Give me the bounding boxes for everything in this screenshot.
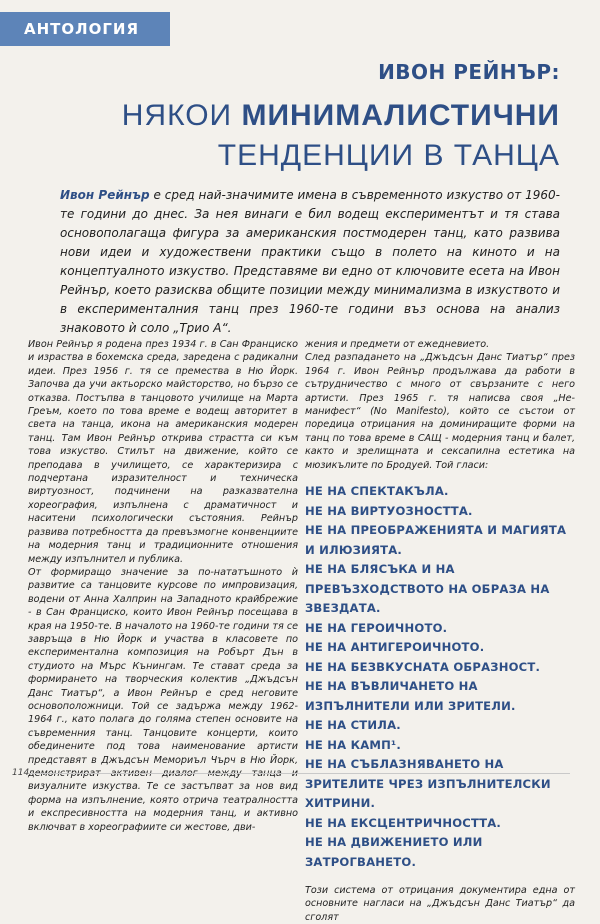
left-column [28,338,298,834]
manifesto-item: НЕ НА КАМП¹. [305,737,401,752]
manifesto-item: НЕ НА ЕКСЦЕНТРИЧНОСТТА. [305,815,501,830]
intro-text: е сред най-значимите имена в съвременното изкуство от 1960-те години до днес. За нея винаги е бил водещ експериментът и тя става основополагаща фигура за американския постмодерен танц, като развива нови идеи и художествени практики също в полето на киното и на концептуалното изкуство. Представяме ви едно от ключовите есета на Ивон Рейнър, което разисква общите позиции между минимализма в изкуството и в експерименталния танц през 1960-те години въз основа на анализ знаковото ѝ соло „Трио А“. [60,188,560,335]
right-paragraph-2: След разпадането на „Джъдсън Данс Тиатър“ през 1964 г. Ивон Рейнър продължава да работи в сътрудничество с много от свързаните с него артисти. През 1965 г. тя написва своя „Не-манифест“ (No Manifesto), който се състои от поредица отрицания на доминиращите форми на танц по това време в САЩ - модерния танц и балет, както и зрелищната и сексапилна естетика на мюзикълите по Бродуей. Той гласи: [305,352,575,471]
manifesto-item: НЕ НА БЛЯСЪКА И НА ПРЕВЪЗХОДСТВОТО НА ОБРАЗА НА ЗВЕЗДАТА. [305,562,550,616]
intro-lead: Ивон Рейнър [60,188,150,202]
title-line-1 [122,96,560,136]
section-label: АНТОЛОГИЯ [0,12,170,46]
right-column [305,338,575,924]
page-number: 114 [12,768,30,778]
page-title [122,96,560,176]
manifesto-item: НЕ НА ВИРТУОЗНОСТТА. [305,503,473,518]
right-paragraph-1: жения и предмети от ежедневието. [305,339,490,350]
footer-divider [30,773,570,774]
manifesto-item: НЕ НА СТИЛА. [305,718,401,733]
manifesto-item: НЕ НА СПЕКТАКЪЛА. [305,484,449,499]
intro-paragraph [60,186,560,338]
title-line-2: ТЕНДЕНЦИИ В ТАНЦА [217,139,560,172]
author-name: ИВОН РЕЙНЪР: [378,60,560,84]
left-paragraph-1: Ивон Рейнър я родена през 1934 г. в Сан Франциско и израства в бохемска среда, заредена с радикални идеи. През 1956 г. тя се премества в Ню Йорк. Започва да учи актьорско майсторство, но бързо се отказва. Постъпва в танцовото училище на Марта Греъм, което по това време е водещ авторитет в света на танца, икона на американския модерен танц. Там Ивон Рейнър открива страстта си към това изкуство. Стилът на движение, който се преподава в училището, се характеризира с подчертана изразителност и техническа виртуозност, подчинени на разказвателна хореография, изпълнена с драматичност и наситени психологически състояния. Рейнър развива потребността да превъзмогне конвенциите на модерния танц и традиционните отношения между изпълнител и публика. [28,339,298,565]
no-manifesto-list [305,482,575,872]
manifesto-item: НЕ НА ВЪВЛИЧАНЕТО НА ИЗПЪЛНИТЕЛИ ИЛИ ЗРИТЕЛИ. [305,679,516,713]
title-bold: МИНИМАЛИСТИЧНИ [241,99,560,132]
manifesto-item: НЕ НА БЕЗВКУСНАТА ОБРАЗНОСТ. [305,659,541,674]
manifesto-item: НЕ НА ПРЕОБРАЖЕНИЯТА И МАГИЯТА И ИЛЮЗИЯТА. [305,523,567,557]
manifesto-item: НЕ НА ДВИЖЕНИЕТО ИЛИ ЗАТРОГВАНЕТО. [305,835,483,869]
title-prefix: НЯКОИ [121,99,233,132]
left-paragraph-2: От формиращо значение за по-нататъшното ѝ развитие са танцовите курсове по импровизация, водени от Анна Халприн на Западното крайбрежие - в Сан Франциско, които Ивон Рейнър посещава в края на 1950-те. В началото на 1960-те години тя се завръща в Ню Йорк и участва в класовете по експериментална композиция на Робърт Дън в студиото на Мърс Кънингам. Те стават среда за формирането на творческия колектив „Джъдсън Данс Тиатър“, а Ивон Рейнър е сред неговите основоположници. Той се задържа между 1962-1964 г., като полага до голяма степен основите на съвременния танц. Танцовите концерти, които обединените под това наименование артисти представят в Джъдсън Мемориъл Чърч в Ню Йорк, демонстрират активен диалог между танца и визуалните изкуства. Те се застъпват за нов вид форма на изпълнение, която отрича театралността и експресивността на модерния танц, и активно включват в хореографиите си жестове, дви- [28,566,298,833]
right-paragraph-3: Този система от отрицания документира една от основните нагласи на „Джъдсън Данс Тиатър“ да сголят [305,885,575,923]
manifesto-item: НЕ НА СЪБЛАЗНЯВАНЕТО НА ЗРИТЕЛИТЕ ЧРЕЗ ИЗПЪЛНИТЕЛСКИ ХИТРИНИ. [305,757,551,811]
manifesto-item: НЕ НА ГЕРОИЧНОТО. [305,620,448,635]
manifesto-item: НЕ НА АНТИГЕРОИЧНОТО. [305,640,485,655]
